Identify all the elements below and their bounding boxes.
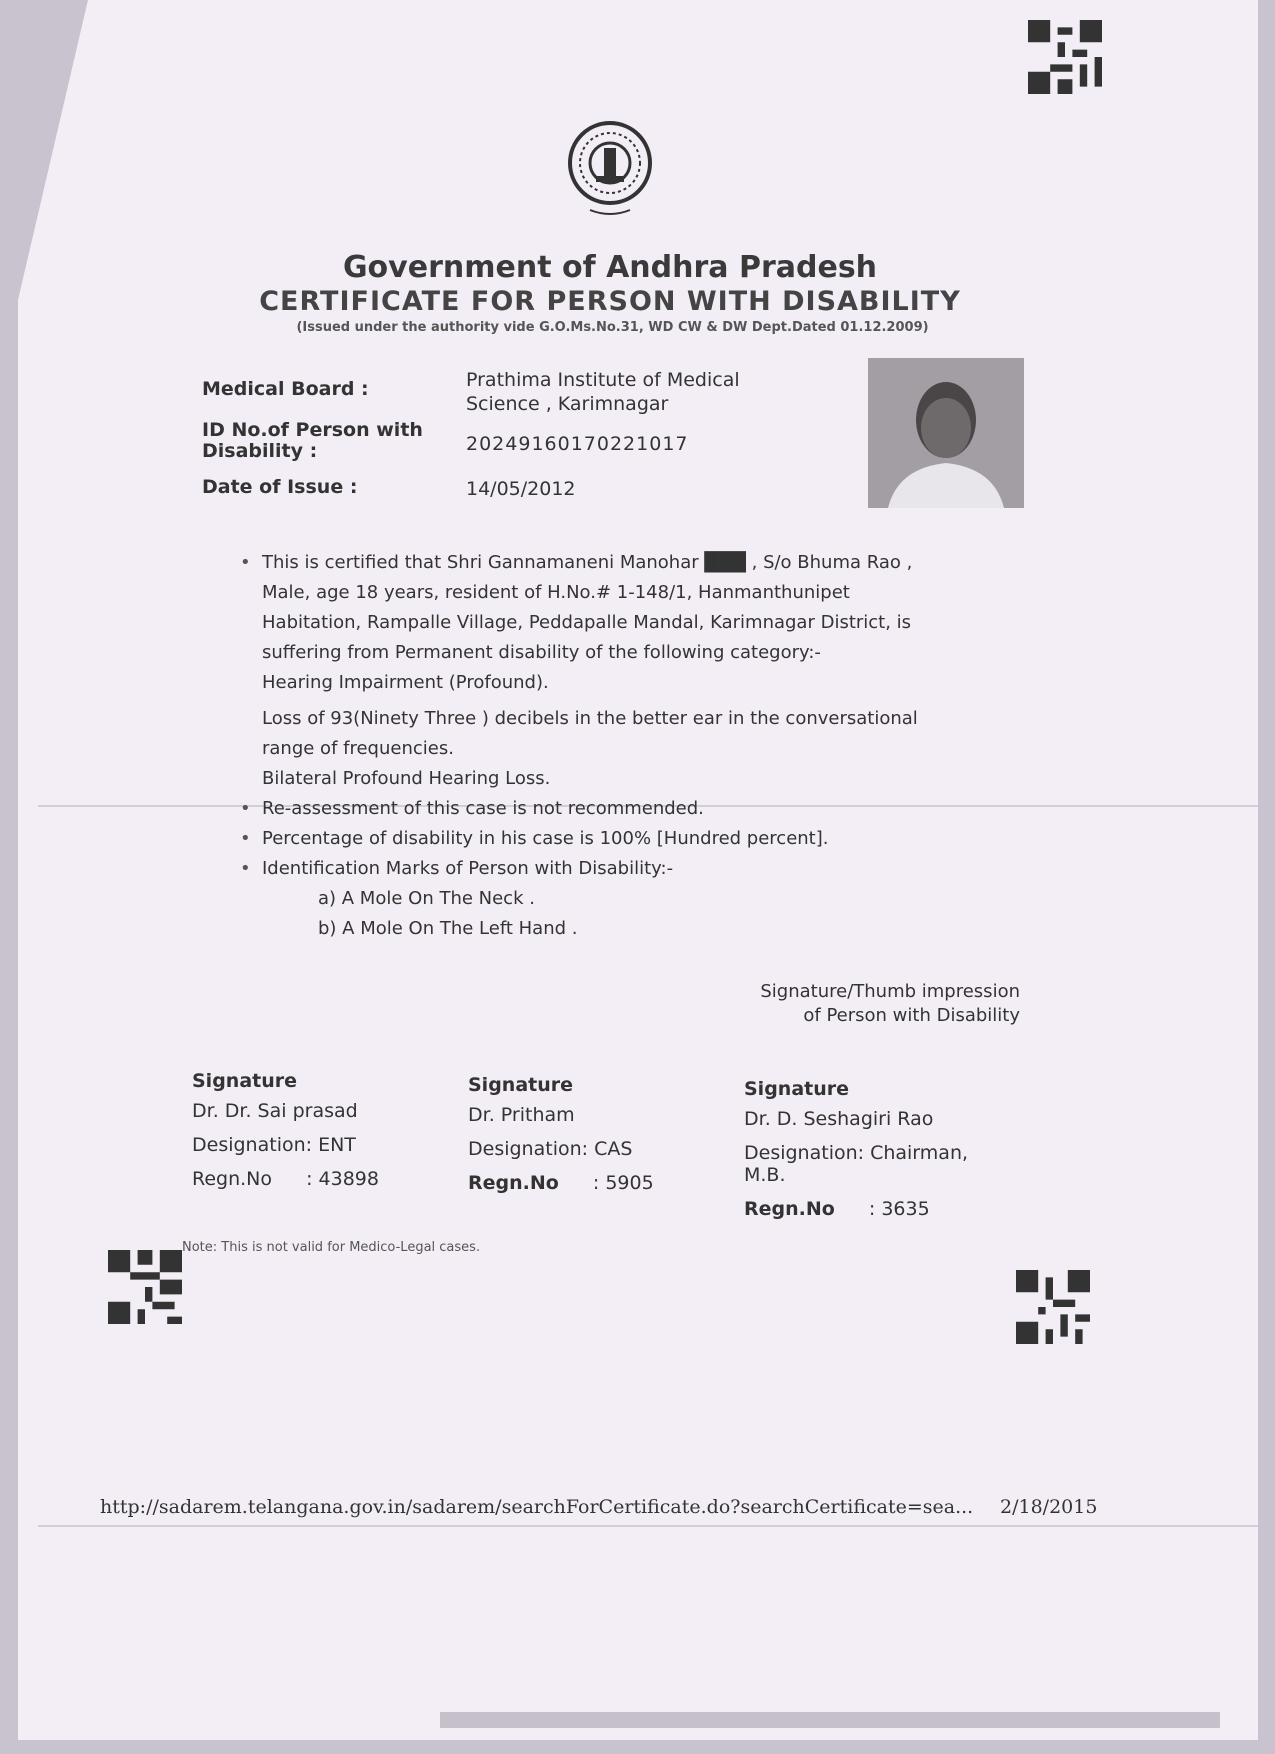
regn-label: Regn.No bbox=[468, 1172, 559, 1194]
thumb-caption-line: of Person with Disability bbox=[803, 1005, 1020, 1026]
signature-heading: Signature bbox=[744, 1078, 850, 1100]
identification-marks-heading: • Identification Marks of Person with Disability:- bbox=[240, 854, 1030, 884]
regn-value: : 3635 bbox=[868, 1198, 930, 1220]
state-emblem-icon bbox=[560, 118, 660, 218]
disability-category: Hearing Impairment (Profound). bbox=[262, 672, 549, 693]
qr-code-icon bbox=[1016, 1270, 1090, 1344]
certification-line: Loss of 93(Ninety Three ) decibels in the better ear in the conversational bbox=[262, 708, 918, 729]
percentage-line: • Percentage of disability in his case is 100% [Hundred percent]. bbox=[240, 824, 1030, 854]
signature-heading: Signature bbox=[468, 1074, 574, 1096]
identification-mark: b) A Mole On The Left Hand . bbox=[318, 918, 578, 939]
regn-value: : 43898 bbox=[306, 1168, 379, 1190]
certification-body bbox=[240, 548, 1030, 944]
medical-board-value-line: Prathima Institute of Medical bbox=[466, 369, 740, 391]
fold-line bbox=[38, 1525, 1268, 1527]
id-label bbox=[202, 420, 423, 462]
person-avatar-icon bbox=[868, 358, 1024, 508]
signatory-name: Dr. Dr. Sai prasad bbox=[192, 1100, 358, 1122]
certification-line: range of frequencies. bbox=[262, 738, 454, 759]
qr-code-icon bbox=[108, 1250, 182, 1324]
medical-board-value-line: Science , Karimnagar bbox=[466, 393, 669, 415]
page-title: Government of Andhra Pradesh bbox=[342, 250, 878, 285]
validity-note: Note: This is not valid for Medico-Legal cases. bbox=[182, 1240, 481, 1255]
id-value: 20249160170221017 bbox=[466, 433, 689, 455]
thumb-caption-line: Signature/Thumb impression bbox=[760, 981, 1020, 1002]
reassessment-line: • Re-assessment of this case is not recommended. bbox=[240, 794, 1030, 824]
signatory-designation: Designation: Chairman, M.B. bbox=[744, 1142, 969, 1186]
signatory-regn bbox=[468, 1172, 718, 1194]
regn-label: Regn.No bbox=[744, 1198, 835, 1220]
source-url: http://sadarem.telangana.gov.in/sadarem/searchForCertificate.do?searchCertificate=sea... bbox=[100, 1496, 974, 1518]
certification-line: • This is certified that Shri Gannamaneni Manohar ███ , S/o Bhuma Rao , bbox=[240, 548, 1030, 578]
id-label-line: Disability : bbox=[202, 440, 318, 462]
certification-line: suffering from Permanent disability of the following category:- bbox=[262, 642, 821, 663]
certificate-subtitle: CERTIFICATE FOR PERSON WITH DISABILITY bbox=[259, 286, 961, 317]
print-date: 2/18/2015 bbox=[1000, 1496, 1098, 1518]
authority-line: (Issued under the authority vide G.O.Ms.No.31, WD CW & DW Dept.Dated 01.12.2009) bbox=[296, 320, 929, 335]
certification-line: Male, age 18 years, resident of H.No.# 1-148/1, Hanmanthunipet bbox=[262, 582, 850, 603]
date-value: 14/05/2012 bbox=[466, 478, 576, 500]
id-label-line: ID No.of Person with bbox=[202, 419, 423, 441]
qr-code-icon bbox=[1028, 20, 1102, 94]
certification-line: Bilateral Profound Hearing Loss. bbox=[262, 768, 551, 789]
signatory-regn bbox=[192, 1168, 442, 1190]
signatory-name: Dr. D. Seshagiri Rao bbox=[744, 1108, 934, 1130]
signatory-name: Dr. Pritham bbox=[468, 1104, 575, 1126]
thumb-impression-caption bbox=[700, 980, 1020, 1028]
medical-board-value bbox=[466, 368, 740, 416]
medical-board-label: Medical Board : bbox=[202, 378, 369, 400]
regn-value: : 5905 bbox=[592, 1172, 654, 1194]
regn-label: Regn.No bbox=[192, 1168, 273, 1190]
signature-heading: Signature bbox=[192, 1070, 298, 1092]
person-photo bbox=[868, 358, 1024, 508]
date-label: Date of Issue : bbox=[202, 476, 358, 498]
certification-line: Habitation, Rampalle Village, Peddapalle Mandal, Karimnagar District, is bbox=[262, 612, 912, 633]
signatory-block bbox=[192, 1070, 442, 1202]
signatory-designation: Designation: ENT bbox=[192, 1134, 356, 1156]
signatory-block bbox=[744, 1078, 1006, 1232]
signatory-regn bbox=[744, 1198, 1006, 1220]
identification-mark: a) A Mole On The Neck . bbox=[318, 888, 535, 909]
signatory-designation: Designation: CAS bbox=[468, 1138, 633, 1160]
scan-edge-band bbox=[440, 1712, 1220, 1728]
signatory-block bbox=[468, 1074, 718, 1206]
